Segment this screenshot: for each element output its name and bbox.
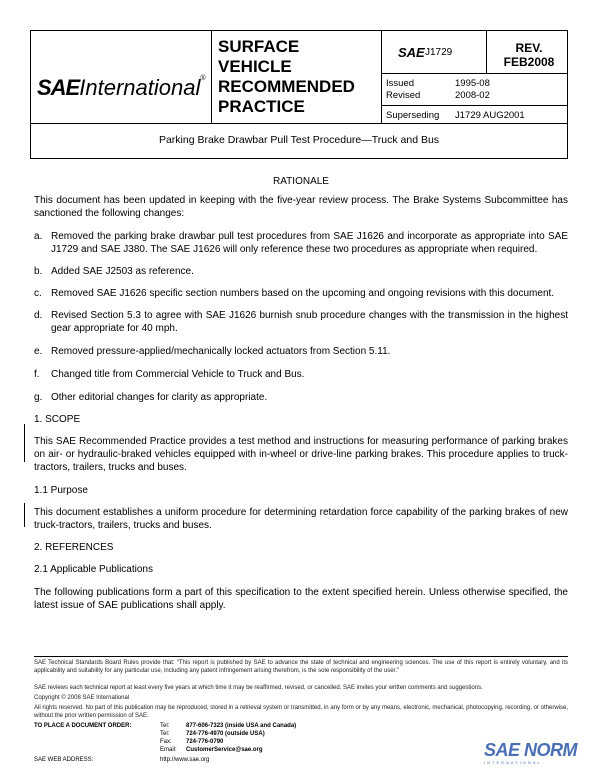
rationale-heading: RATIONALE bbox=[273, 176, 329, 187]
list-item: c. Removed SAE J1626 specific section numbers based on the upcoming and ongoing revisions with this document. bbox=[34, 288, 555, 299]
footer-review-note: SAE reviews each technical report at least every five years at which time it may be reaffirmed, revised, or cancelled. SAE invites your written comments and suggestions. bbox=[34, 685, 483, 691]
list-item: e. Removed pressure-applied/mechanically locked actuators from Section 5.11. bbox=[34, 346, 391, 357]
issued-value: 1995-08 bbox=[455, 78, 490, 89]
section-heading: 1.1 Purpose bbox=[34, 485, 88, 496]
revision-box: REV. FEB2008 bbox=[503, 41, 555, 69]
list-item: a. Removed the parking brake drawbar pull test procedures from SAE J1626 and incorporate as appropriate into SAE J1729 and SAE J380. The SAE J1626 will only reference these two procedures as appropriate when required. bbox=[34, 231, 568, 255]
sae-norm-subtitle: INTERNATIONAL bbox=[484, 760, 542, 765]
section-heading: 2.1 Applicable Publications bbox=[34, 564, 153, 575]
issued-label: Issued bbox=[386, 78, 414, 89]
document-title: Parking Brake Drawbar Pull Test Procedure—Truck and Bus bbox=[30, 124, 568, 159]
document-header bbox=[30, 30, 568, 124]
superseding-label: Superseding bbox=[386, 110, 440, 121]
document-type: SURFACE VEHICLE RECOMMENDED PRACTICE bbox=[218, 37, 355, 116]
purpose-paragraph: This document establishes a uniform procedure for determining retardation force capability of the parking brakes of new truck-tractors, trailers, trucks and buses. bbox=[34, 507, 568, 531]
header-divider bbox=[381, 73, 567, 74]
section-heading: 2. REFERENCES bbox=[34, 542, 114, 553]
footer-rule bbox=[34, 656, 568, 657]
order-label: TO PLACE A DOCUMENT ORDER: bbox=[34, 723, 132, 729]
sae-international-logo: SAEInternational® bbox=[37, 75, 206, 100]
revised-label: Revised bbox=[386, 90, 421, 101]
header-divider bbox=[381, 105, 567, 106]
header-divider bbox=[486, 31, 487, 73]
document-number: J1729 bbox=[425, 47, 453, 58]
footer-disclaimer: SAE Technical Standards Board Rules provide that: “This report is published by SAE to advance the state of technical and engineering sciences. The use of this report is entirely voluntary, and its applicability and suitability for any particular use, including any patent infringement arising therefrom, is the sole responsibility of the user.” bbox=[34, 660, 568, 674]
applicable-paragraph: The following publications form a part of this specification to the extent specified herein. Unless otherwise specified, the latest issue of SAE publications shall apply. bbox=[34, 587, 568, 611]
change-bar bbox=[24, 503, 25, 527]
contact-block: Tel: 877-606-7323 (inside USA and Canada) Tel: 724-776-4970 (outside USA) Fax: 724-776-0790 Email: CustomerService@sae.org bbox=[160, 723, 297, 753]
list-item: g. Other editorial changes for clarity as appropriate. bbox=[34, 392, 268, 403]
list-item: d. Revised Section 5.3 to agree with SAE J1626 burnish snub procedure changes with the transmission in the highest gear appropriate for 40 mph. bbox=[34, 310, 568, 334]
footer-copyright: Copyright © 2008 SAE International bbox=[34, 695, 130, 701]
web-address[interactable]: http://www.sae.org bbox=[160, 757, 210, 763]
header-divider bbox=[211, 31, 212, 123]
header-divider bbox=[381, 31, 382, 123]
sae-mark: SAE bbox=[398, 45, 425, 60]
sae-norm-watermark: SAE NORM bbox=[484, 740, 578, 760]
footer-rights: All rights reserved. No part of this publication may be reproduced, stored in a retrieval system or transmitted, in any form or by any means, electronic, mechanical, photocopying, recording, or otherwise, without the prior written permission of SAE. bbox=[34, 705, 568, 719]
web-label: SAE WEB ADDRESS: bbox=[34, 757, 94, 763]
list-item: b. Added SAE J2503 as reference. bbox=[34, 266, 194, 277]
superseding-value: J1729 AUG2001 bbox=[455, 110, 525, 121]
scope-paragraph: This SAE Recommended Practice provides a test method and instructions for measuring performance of parking brakes on air- or hydraulic-braked vehicles equipped with in-wheel or drive-line parking brakes. This procedure applies to truck-tractors, trailers, trucks and buses. bbox=[34, 436, 568, 473]
change-bar bbox=[24, 424, 25, 462]
section-heading: 1. SCOPE bbox=[34, 414, 81, 425]
revised-value: 2008-02 bbox=[455, 90, 490, 101]
list-item: f. Changed title from Commercial Vehicle to Truck and Bus. bbox=[34, 369, 305, 380]
rationale-intro: This document has been updated in keeping with the five-year review process. The Brake Systems Subcommittee has sanctioned the following changes: bbox=[34, 195, 568, 219]
